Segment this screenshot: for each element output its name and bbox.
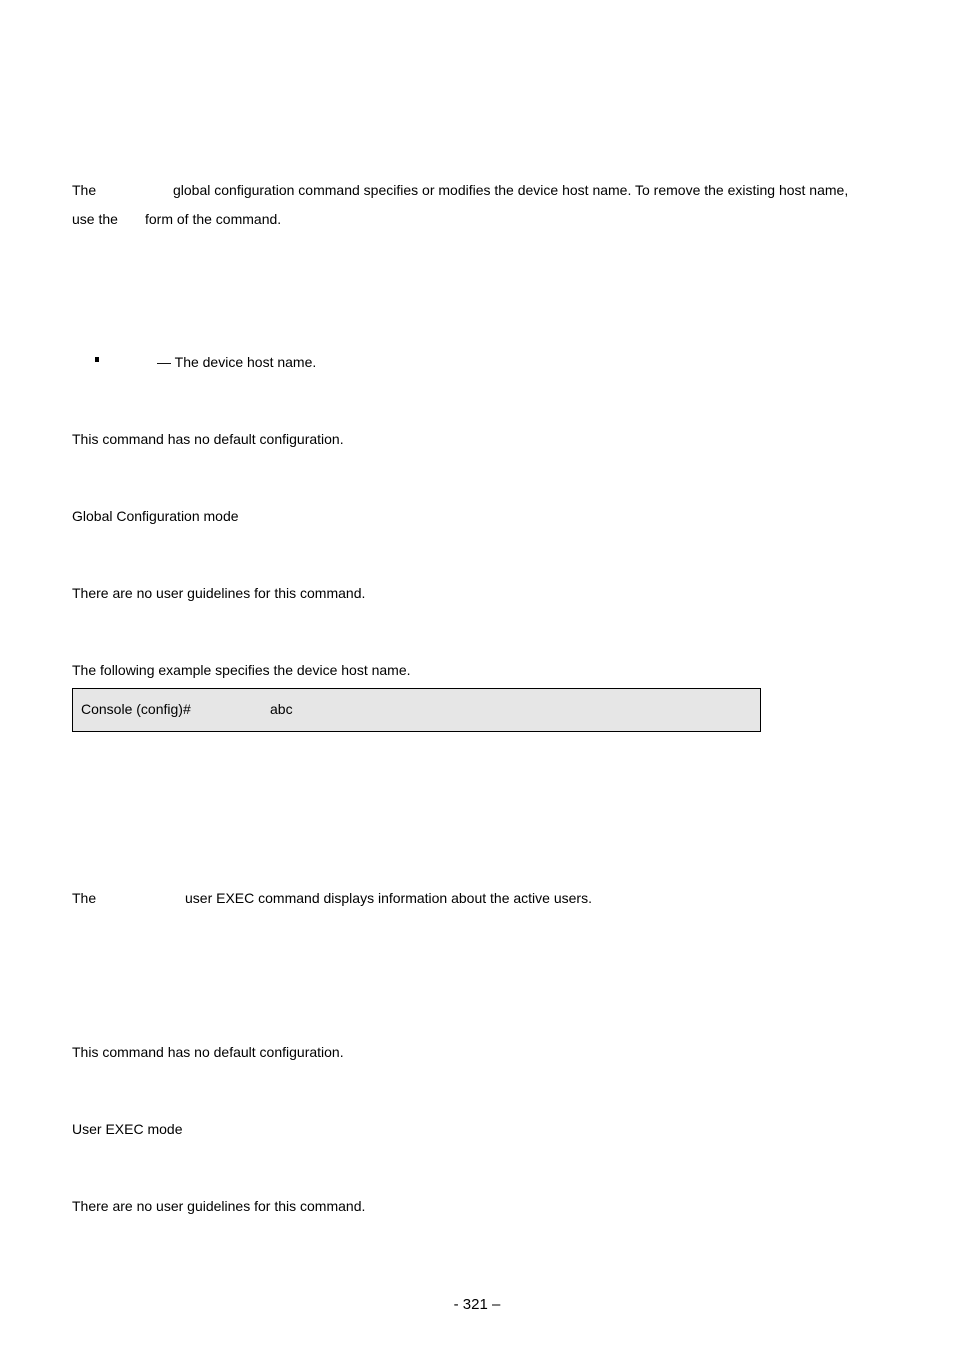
example-prompt: Console (config)# (81, 701, 191, 717)
example-intro: The following example specifies the device host name. (72, 662, 411, 678)
users-user-guidelines: There are no user guidelines for this command. (72, 1198, 366, 1214)
command-mode: Global Configuration mode (72, 508, 239, 524)
users-description-text: user EXEC command displays information about the active users. (185, 890, 592, 906)
default-configuration: This command has no default configuration. (72, 431, 344, 447)
bullet-icon (95, 357, 99, 362)
users-default-configuration: This command has no default configuration. (72, 1044, 344, 1060)
users-command-mode: User EXEC mode (72, 1121, 183, 1137)
example-code-box (72, 688, 761, 732)
description-line1-text: global configuration command specifies or modifies the device host name. To remove the existing host name, (173, 182, 849, 198)
users-description-prefix: The (72, 890, 97, 906)
parameter-description: — The device host name. (157, 354, 317, 370)
description-line1-prefix: The (72, 182, 97, 198)
description-line2-text: form of the command. (145, 211, 282, 227)
description-line2-prefix: use the (72, 211, 118, 227)
user-guidelines: There are no user guidelines for this command. (72, 585, 366, 601)
page-number: - 321 – (453, 1296, 501, 1313)
example-argument: abc (270, 701, 293, 717)
